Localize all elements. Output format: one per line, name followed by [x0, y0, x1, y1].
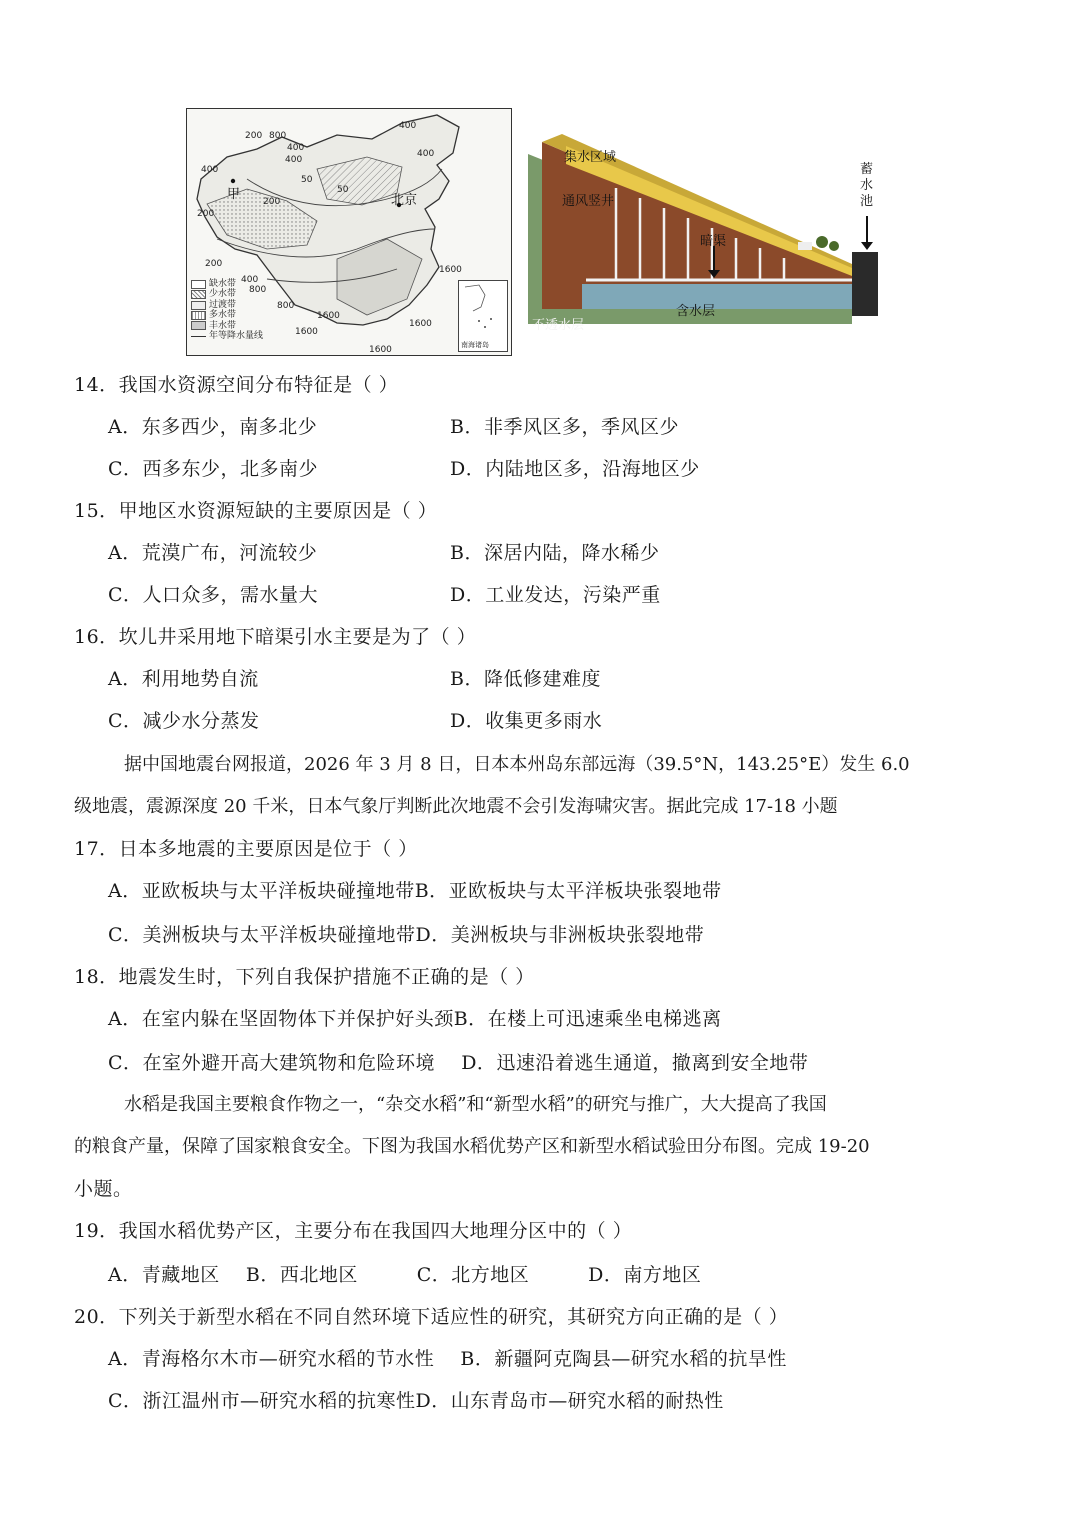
q20-options-cd: C．浙江温州市—研究水稻的抗寒性D．山东青岛市—研究水稻的耐热性 — [108, 1390, 724, 1412]
rice-passage-line-2: 的粮食产量，保障了国家粮食安全。下图为我国水稻优势产区和新型水稻试验田分布图。完成 19-20 — [74, 1136, 870, 1157]
map-label-beijing: 北京 — [391, 193, 418, 208]
isohyet-label: 200 — [205, 259, 223, 269]
legend-item: 少水带 — [209, 289, 237, 300]
q16-option-c: C．减少水分蒸发 — [108, 710, 260, 732]
inset-caption: 南海诸岛 — [461, 341, 489, 349]
legend-item: 缺水带 — [209, 279, 237, 289]
isohyet-label: 400 — [417, 149, 435, 159]
china-water-map — [186, 108, 512, 356]
earthquake-passage-line-1: 据中国地震台网报道，2026 年 3 月 8 日，日本本州岛东部远海（39.5°N，143.25°E）发生 6.0 — [124, 754, 910, 775]
isohyet-label: 400 — [201, 165, 219, 175]
q17-options-cd: C．美洲板块与太平洋板块碰撞地带D．美洲板块与非洲板块张裂地带 — [108, 924, 705, 946]
q14-option-c: C．西多东少，北多南少 — [108, 458, 319, 480]
q17-options-ab: A．亚欧板块与太平洋板块碰撞地带B．亚欧板块与太平洋板块张裂地带 — [108, 880, 722, 902]
figures-area — [0, 106, 1080, 358]
legend-item: 年等降水量线 — [209, 331, 264, 342]
isohyet-label: 200 — [245, 131, 263, 141]
question-20-stem: 20．下列关于新型水稻在不同自然环境下适应性的研究，其研究方向正确的是（ ） — [74, 1306, 789, 1328]
q15-option-d: D．工业发达，污染严重 — [450, 584, 661, 606]
label-impermeable-layer: 不透水层 — [532, 318, 585, 333]
isohyet-label: 1600 — [317, 311, 340, 321]
q15-option-c: C．人口众多，需水量大 — [108, 584, 319, 606]
isohyet-label: 1600 — [295, 327, 318, 337]
isohyet-label: 50 — [301, 175, 313, 185]
question-14-stem: 14．我国水资源空间分布特征是（ ） — [74, 374, 399, 396]
question-18-stem: 18．地震发生时，下列自我保护措施不正确的是（ ） — [74, 966, 535, 988]
q16-option-d: D．收集更多雨水 — [450, 710, 603, 732]
isohyet-label: 400 — [287, 143, 305, 153]
label-ventilation-shaft: 通风竖井 — [562, 194, 615, 209]
rice-passage-line-1: 水稻是我国主要粮食作物之一，“杂交水稻”和“新型水稻”的研究与推广，大大提高了我国 — [124, 1094, 827, 1115]
q16-option-a: A．利用地势自流 — [108, 668, 259, 690]
q16-option-b: B．降低修建难度 — [450, 668, 601, 690]
isohyet-label: 800 — [269, 131, 287, 141]
earthquake-passage-line-2: 级地震，震源深度 20 千米，日本气象厅判断此次地震不会引发海啸灾害。据此完成 17-18 小题 — [74, 796, 838, 817]
isohyet-label: 1600 — [369, 345, 392, 355]
q14-option-b: B．非季风区多，季风区少 — [450, 416, 679, 438]
question-17-stem: 17．日本多地震的主要原因是位于（ ） — [74, 838, 418, 860]
question-19-stem: 19．我国水稻优势产区，主要分布在我国四大地理分区中的（ ） — [74, 1220, 633, 1242]
question-15-stem: 15．甲地区水资源短缺的主要原因是（ ） — [74, 500, 438, 522]
q14-option-a: A．东多西少，南多北少 — [108, 416, 318, 438]
legend-item: 丰水带 — [209, 320, 237, 331]
isohyet-label: 400 — [285, 155, 303, 165]
south-china-sea-inset — [458, 280, 508, 352]
isohyet-label: 1600 — [439, 265, 462, 275]
label-underground-canal: 暗渠 — [700, 234, 727, 249]
isohyet-label: 50 — [337, 185, 349, 195]
q18-options-ab: A．在室内躲在坚固物体下并保护好头颈B．在楼上可迅速乘坐电梯逃离 — [108, 1008, 722, 1030]
q20-options-ab: A．青海格尔木市—研究水稻的节水性 B．新疆阿克陶县—研究水稻的抗旱性 — [108, 1348, 787, 1370]
karez-cross-section — [522, 124, 882, 342]
label-catchment-area: 集水区域 — [564, 150, 617, 165]
map-label-jia: 甲 — [227, 187, 241, 202]
isohyet-label: 800 — [277, 301, 295, 311]
legend-item: 过渡带 — [209, 299, 237, 310]
isohyet-label: 800 — [249, 285, 267, 295]
map-legend — [191, 279, 263, 341]
legend-item: 多水带 — [209, 310, 237, 321]
label-reservoir: 蓄水池 — [860, 162, 874, 209]
q15-option-a: A．荒漠广布，河流较少 — [108, 542, 318, 564]
isohyet-label: 400 — [241, 275, 259, 285]
isohyet-label: 400 — [399, 121, 417, 131]
question-16-stem: 16．坎儿井采用地下暗渠引水主要是为了（ ） — [74, 626, 477, 648]
q15-option-b: B．深居内陆，降水稀少 — [450, 542, 660, 564]
isohyet-label: 1600 — [409, 319, 432, 329]
isohyet-label: 200 — [263, 197, 281, 207]
label-aquifer: 含水层 — [676, 304, 716, 319]
q14-option-d: D．内陆地区多，沿海地区少 — [450, 458, 700, 480]
q18-options-cd: C．在室外避开高大建筑物和危险环境 D．迅速沿着逃生通道，撤离到安全地带 — [108, 1052, 809, 1074]
rice-passage-line-3: 小题。 — [74, 1178, 133, 1200]
isohyet-label: 200 — [197, 209, 215, 219]
q19-options: A．青藏地区 B．西北地区 C．北方地区 D．南方地区 — [108, 1264, 702, 1286]
